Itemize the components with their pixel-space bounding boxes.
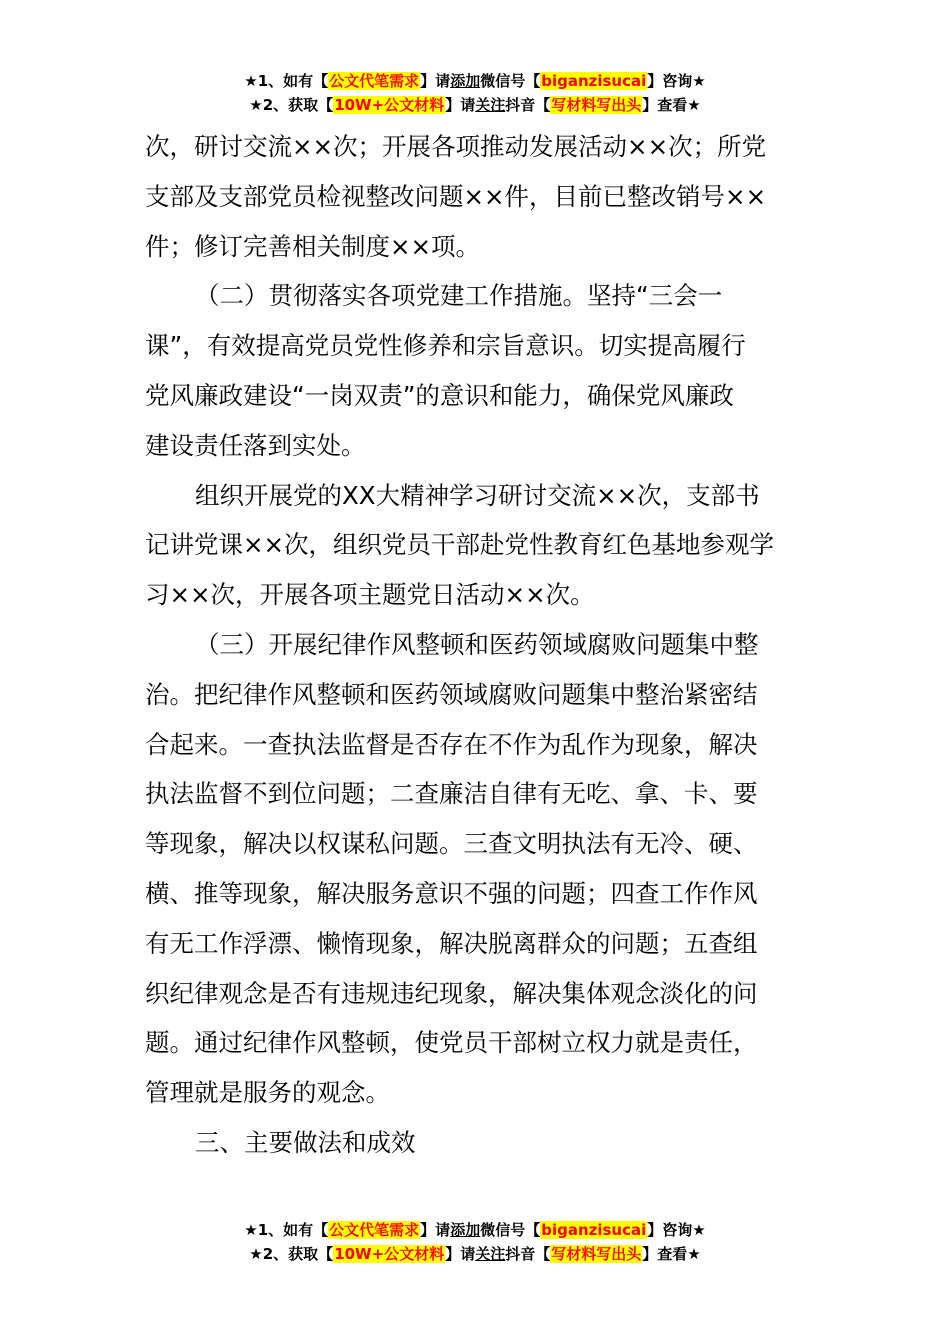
banner-underlined-text: 关注	[475, 1245, 506, 1263]
text-line: 等现象，解决以权谋私问题。三查文明执法有无冷、硬、	[145, 829, 758, 859]
highlight-materials: 10W+公文材料	[334, 1245, 445, 1263]
banner-text: 】请	[445, 96, 476, 114]
banner-text: 】咨询★	[647, 72, 706, 90]
text-line: 次，研讨交流××次；开展各项推动发展活动××次；所党	[145, 132, 767, 161]
banner-text: ★2、获取【	[249, 96, 334, 114]
chapter-heading: 三、主要做法和成效	[195, 1127, 416, 1157]
banner-text: 抖音【	[505, 96, 551, 114]
banner-text: 】查看★	[642, 96, 701, 114]
footer-banner	[0, 1218, 950, 1266]
highlight-wechat-id: biganzisucai	[541, 72, 647, 90]
text-line: 课”，有效提高党员党性修养和宗旨意识。切实提高履行	[145, 331, 746, 361]
text-line: 题。通过纪律作风整顿，使党员干部树立权力就是责任，	[145, 1028, 758, 1058]
text-line: 治。把纪律作风整顿和医药领域腐败问题集中整治紧密结	[145, 679, 758, 709]
highlight-douyin: 写材料写出头	[551, 96, 642, 114]
text-line: 有无工作浮漂、懒惰现象，解决脱离群众的问题；五查组	[145, 928, 758, 958]
header-banner	[0, 69, 950, 117]
banner-text: ★1、如有【	[244, 72, 329, 90]
banner-underlined-text: 添加	[450, 1221, 481, 1239]
banner-line-1	[0, 69, 950, 93]
text-line: 习××次，开展各项主题党日活动××次。	[145, 580, 595, 610]
highlight-service: 公文代笔需求	[329, 1221, 420, 1239]
highlight-service: 公文代笔需求	[329, 72, 420, 90]
text-line: 党风廉政建设“一岗双责”的意识和能力，确保党风廉政	[145, 380, 734, 410]
banner-text: ★2、获取【	[249, 1245, 334, 1263]
highlight-materials: 10W+公文材料	[334, 96, 445, 114]
banner-text: 】查看★	[642, 1245, 701, 1263]
banner-text: 微信号【	[480, 72, 541, 90]
text-line: 织纪律观念是否有违规违纪现象，解决集体观念淡化的问	[145, 978, 758, 1008]
text-line: 建设责任落到实处。	[145, 430, 366, 460]
banner-underlined-text: 添加	[450, 72, 481, 90]
banner-text: 】咨询★	[647, 1221, 706, 1239]
banner-line-2	[0, 1242, 950, 1266]
banner-line-2	[0, 93, 950, 117]
banner-text: 】请	[420, 72, 451, 90]
section-heading-three: （三）开展纪律作风整顿和医药领域腐败问题集中整	[195, 629, 759, 659]
document-body	[145, 122, 805, 1168]
banner-text: 微信号【	[480, 1221, 541, 1239]
banner-text: 抖音【	[505, 1245, 551, 1263]
section-heading-two: （二）贯彻落实各项党建工作措施。坚持“三会一	[195, 281, 723, 311]
paragraph-start: 组织开展党的XX大精神学习研讨交流××次，支部书	[195, 480, 760, 510]
text-line: 件；修订完善相关制度××项。	[145, 231, 481, 261]
text-line: 合起来。一查执法监督是否存在不作为乱作为现象，解决	[145, 729, 758, 759]
banner-text: 】请	[445, 1245, 476, 1263]
banner-underlined-text: 关注	[475, 96, 506, 114]
text-line: 横、推等现象，解决服务意识不强的问题；四查工作作风	[145, 878, 758, 908]
text-line: 管理就是服务的观念。	[145, 1078, 390, 1108]
highlight-douyin: 写材料写出头	[551, 1245, 642, 1263]
text-line: 执法监督不到位问题；二查廉洁自律有无吃、拿、卡、要	[145, 779, 758, 809]
highlight-wechat-id: biganzisucai	[541, 1221, 647, 1239]
banner-text: ★1、如有【	[244, 1221, 329, 1239]
text-line: 支部及支部党员检视整改问题××件，目前已整改销号××	[145, 181, 767, 211]
banner-text: 】请	[420, 1221, 451, 1239]
text-line: 记讲党课××次，组织党员干部赴党性教育红色基地参观学	[145, 530, 775, 560]
banner-line-1	[0, 1218, 950, 1242]
